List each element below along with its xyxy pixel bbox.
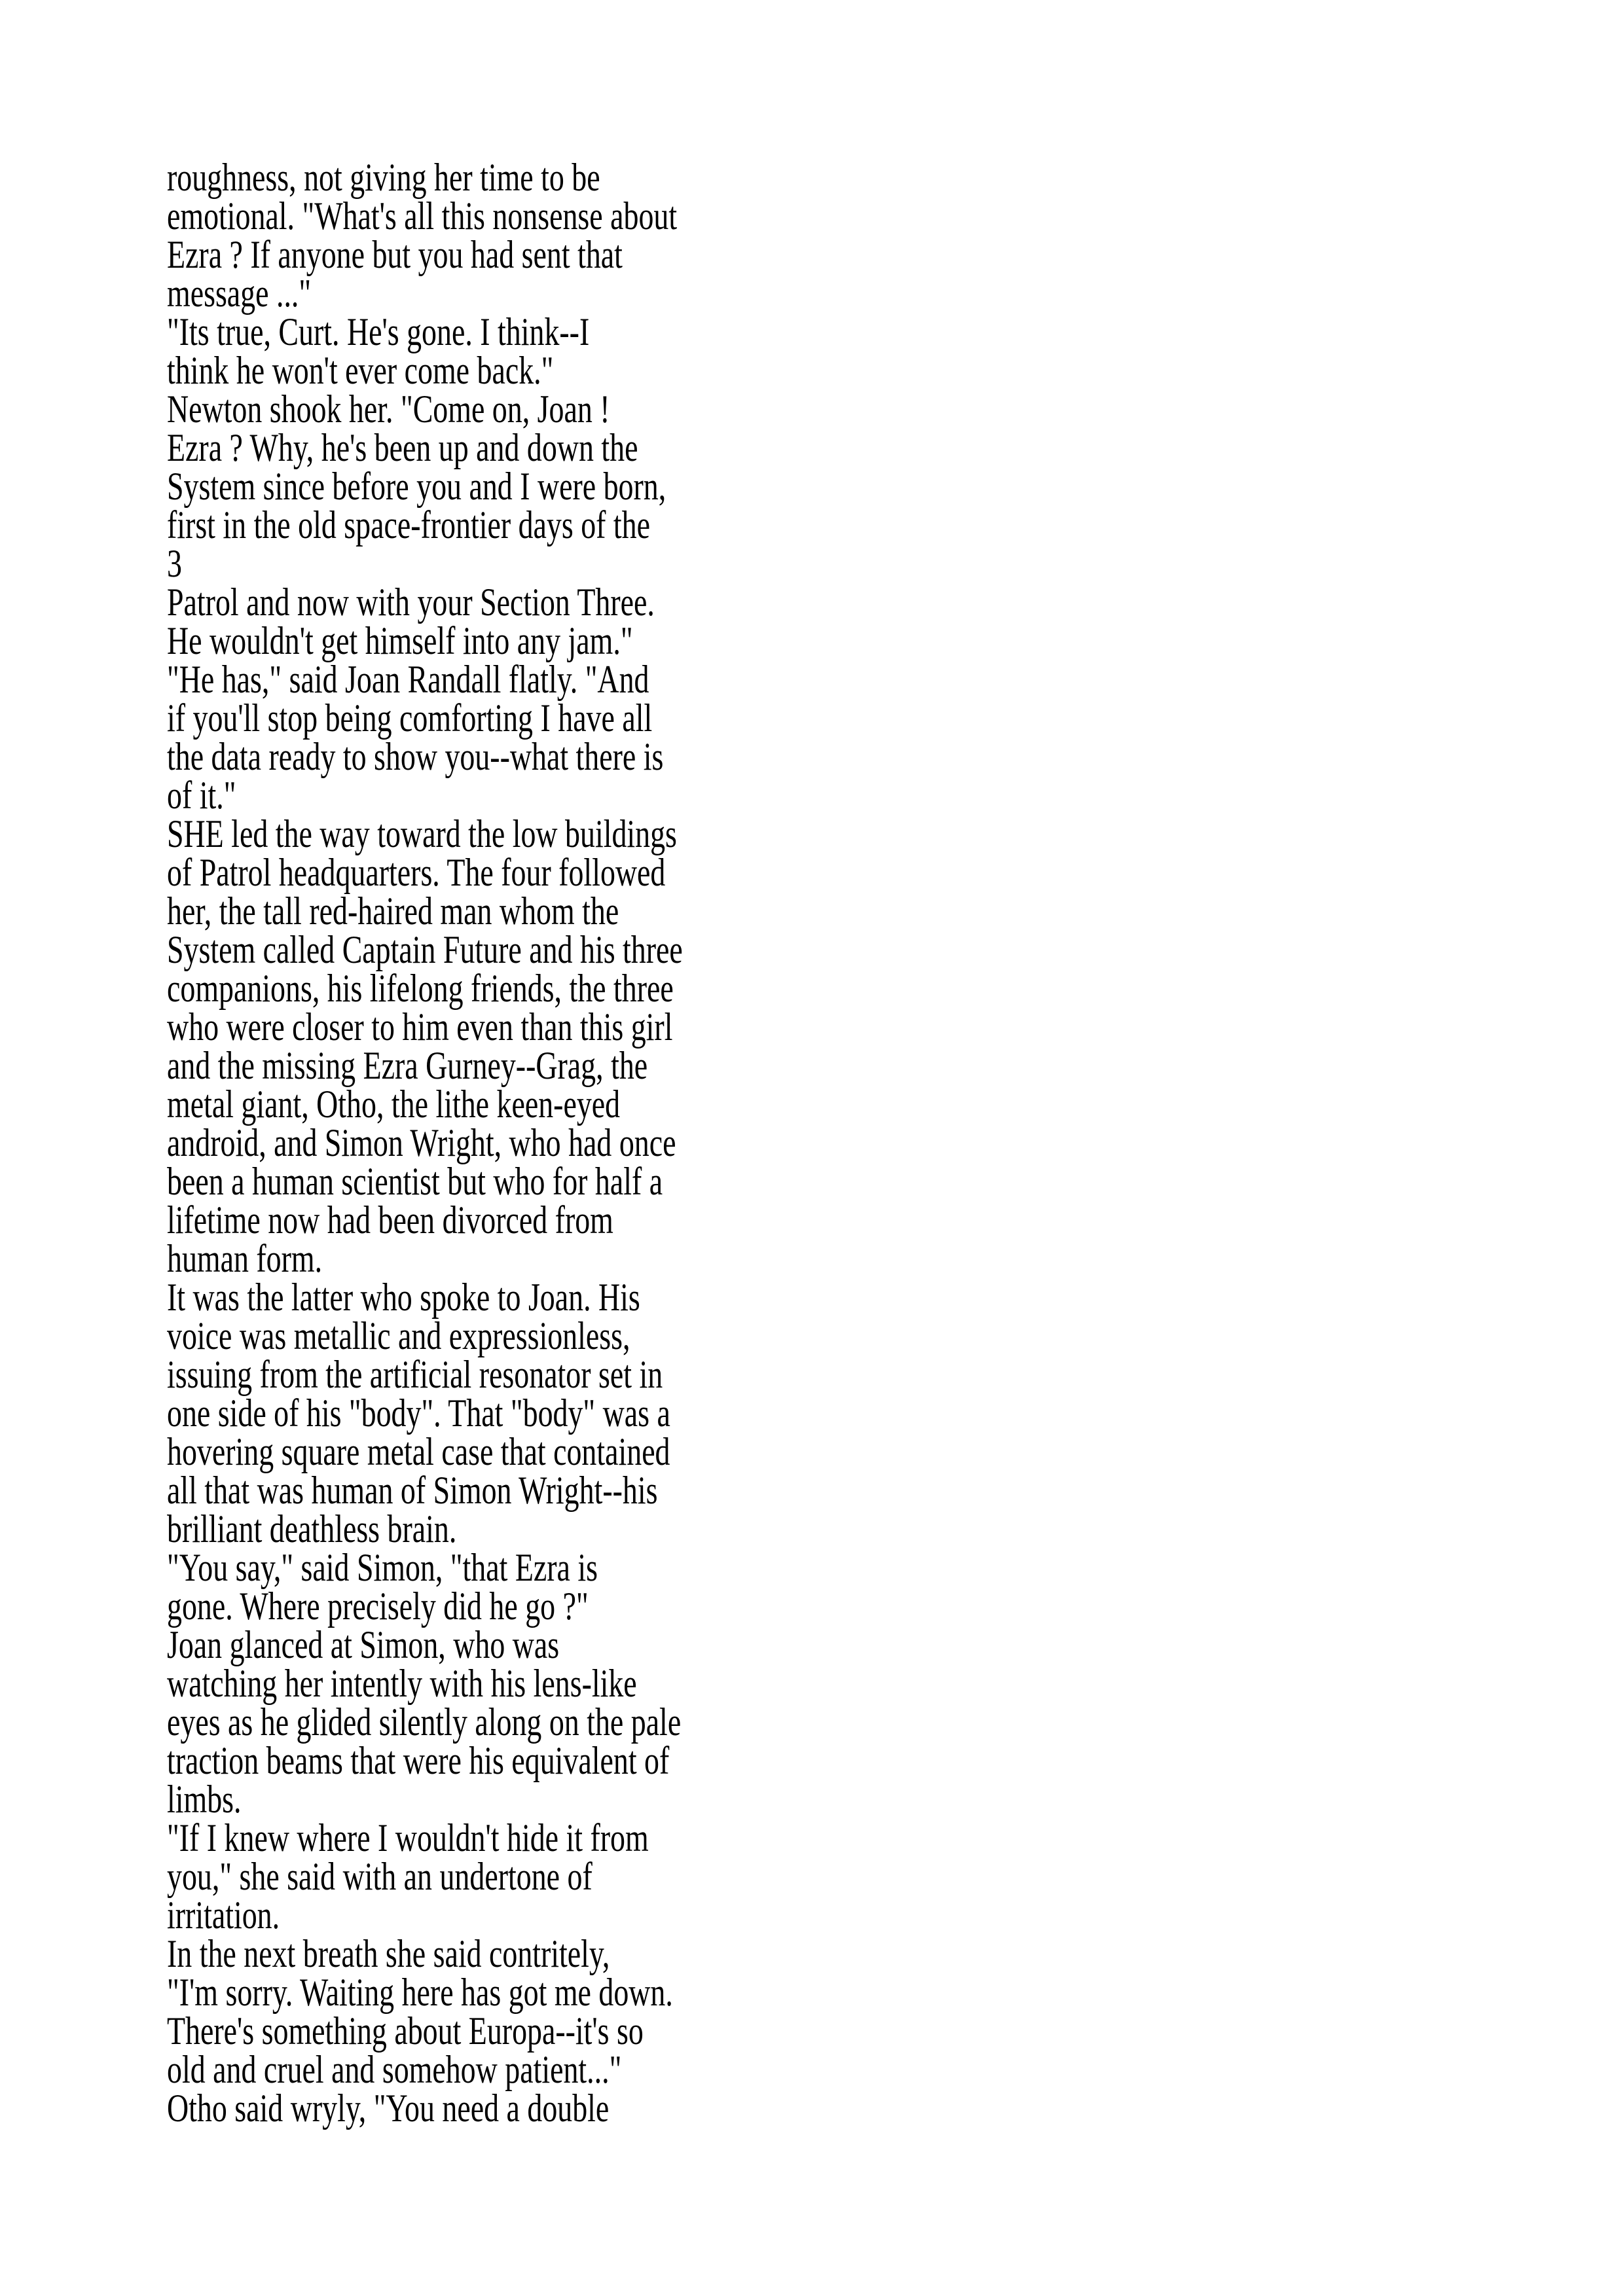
text-line: if you'll stop being comforting I have all	[167, 696, 653, 740]
text-line: first in the old space-frontier days of the	[167, 503, 650, 547]
text-line: Otho said wryly, "You need a double	[167, 2087, 610, 2130]
text-line: limbs.	[167, 1778, 242, 1821]
text-line: all that was human of Simon Wright--his	[167, 1469, 658, 1512]
text-line: Newton shook her. "Come on, Joan !	[167, 387, 610, 431]
text-line: gone. Where precisely did he go ?"	[167, 1585, 589, 1628]
text-line: "You say," said Simon, "that Ezra is	[167, 1546, 598, 1589]
text-line: message ..."	[167, 272, 312, 315]
text-line: System called Captain Future and his three	[167, 928, 683, 971]
text-line: you," she said with an undertone of	[167, 1855, 593, 1898]
text-line: irritation.	[167, 1893, 280, 1937]
text-line: human form.	[167, 1237, 323, 1280]
text-line: issuing from the artificial resonator set in	[167, 1353, 663, 1396]
text-line: In the next breath she said contritely,	[167, 1932, 610, 1975]
text-line: emotional. "What's all this nonsense about	[167, 194, 678, 238]
text-line: metal giant, Otho, the lithe keen-eyed	[167, 1083, 621, 1126]
text-line: eyes as he glided silently along on the pale	[167, 1700, 682, 1744]
text-line: System since before you and I were born,	[167, 465, 666, 508]
text-line: Ezra ? If anyone but you had sent that	[167, 233, 623, 276]
text-line: of Patrol headquarters. The four followed	[167, 851, 666, 894]
text-line: He wouldn't get himself into any jam."	[167, 619, 633, 662]
text-line: companions, his lifelong friends, the three	[167, 967, 674, 1010]
text-line: "I'm sorry. Waiting here has got me down.	[167, 1971, 673, 2014]
text-line: It was the latter who spoke to Joan. His	[167, 1276, 640, 1319]
text-line: of it."	[167, 774, 236, 817]
text-line: Joan glanced at Simon, who was	[167, 1623, 560, 1666]
text-line: her, the tall red-haired man whom the	[167, 889, 619, 933]
text-line: voice was metallic and expressionless,	[167, 1314, 630, 1357]
text-line: There's something about Europa--it's so	[167, 2009, 644, 2053]
text-line: "If I knew where I wouldn't hide it from	[167, 1816, 649, 1859]
text-line: roughness, not giving her time to be	[167, 156, 600, 199]
text-line: one side of his "body". That "body" was a	[167, 1391, 670, 1435]
text-line: lifetime now had been divorced from	[167, 1198, 613, 1242]
text-line: brilliant deathless brain.	[167, 1507, 457, 1551]
text-line: traction beams that were his equivalent of	[167, 1739, 670, 1782]
text-line: SHE led the way toward the low buildings	[167, 812, 677, 855]
text-line: watching her intently with his lens-like	[167, 1662, 637, 1705]
text-line: Ezra ? Why, he's been up and down the	[167, 426, 638, 469]
text-line: "He has," said Joan Randall flatly. "And	[167, 658, 649, 701]
text-line: hovering square metal case that contained	[167, 1430, 670, 1473]
text-line: the data ready to show you--what there is	[167, 735, 664, 778]
text-line: been a human scientist but who for half a	[167, 1160, 663, 1203]
text-line: and the missing Ezra Gurney--Grag, the	[167, 1044, 648, 1087]
text-line: Patrol and now with your Section Three.	[167, 581, 655, 624]
text-line: android, and Simon Wright, who had once	[167, 1121, 676, 1164]
text-line: who were closer to him even than this girl	[167, 1005, 673, 1049]
page-text-column	[167, 158, 683, 2128]
text-line: old and cruel and somehow patient..."	[167, 2048, 622, 2091]
text-line: think he won't ever come back."	[167, 349, 554, 392]
text-line: 3	[167, 542, 182, 585]
text-line: "Its true, Curt. He's gone. I think--I	[167, 310, 590, 353]
